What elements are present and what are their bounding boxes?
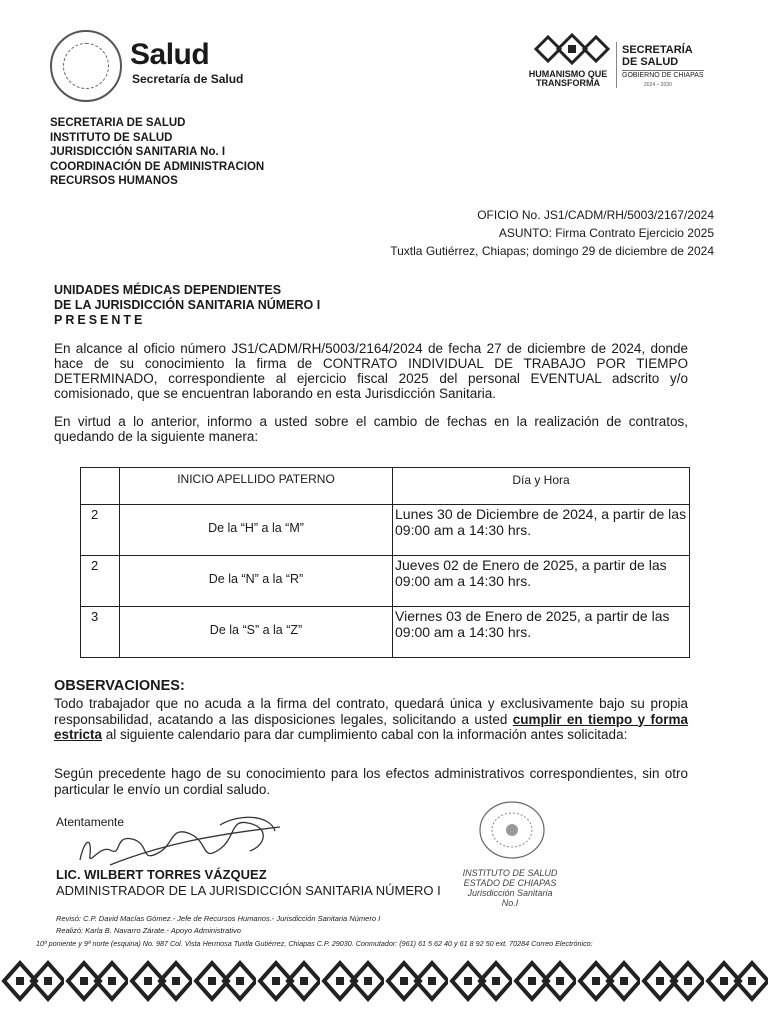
observaciones-text: Todo trabajador que no acuda a la firma del contrato, quedará única y exclusivamente bajo su propia responsabilidad, acatando a las disposiciones legales, solicitando a usted cumplir en tiempo y forma estricta al siguiente calendario para dar cumplimiento cabal con la información antes solicitada: xyxy=(54,696,688,742)
observaciones-heading: OBSERVACIONES: xyxy=(54,678,185,694)
reviso-line: Revisó: C.P. David Macías Gómez.- Jefe de Recursos Humanos.- Jurisdicción Sanitaria Número I xyxy=(56,914,381,923)
institution-line: RECURSOS HUMANOS xyxy=(50,175,178,187)
table-cell-num: 2 xyxy=(81,505,120,556)
table-header-cell xyxy=(81,468,120,505)
oficio-asunto: ASUNTO: Firma Contrato Ejercicio 2025 xyxy=(498,226,714,240)
header-divider xyxy=(616,42,617,88)
table-cell-schedule: Lunes 30 de Diciembre de 2024, a partir de las 09:00 am a 14:30 hrs. xyxy=(393,505,690,556)
humanismo-slogan: HUMANISMO QUE TRANSFORMA xyxy=(528,69,608,88)
closing-paragraph: Según precedente hago de su conocimiento para los efectos administrativos correspondientes, sin otro particular le envío un cordial saludo. xyxy=(54,766,688,797)
salud-logo-subtitle: Secretaría de Salud xyxy=(132,72,244,86)
table-row xyxy=(81,607,690,658)
oficio-block xyxy=(390,206,714,260)
mexico-seal-logo xyxy=(50,30,122,102)
handwritten-signature xyxy=(70,805,290,875)
official-stamp-seal xyxy=(460,800,560,862)
table-row xyxy=(81,505,690,556)
table-cell-range: De la “S” a la “Z” xyxy=(120,607,393,658)
gobierno-chiapas-label: GOBIERNO DE CHIAPAS xyxy=(622,72,704,79)
body-paragraph-1: En alcance al oficio número JS1/CADM/RH/5003/2164/2024 de fecha 27 de diciembre de 2024, donde hace de su conocimiento la firma de CONTRATO INDIVIDUAL DE TRABAJO POR TIEMPO DETERMINADO, correspondiente al ejercicio fiscal 2025 del personal EVENTUAL adscrito y/o comisionado, que se encuentran laborando en esta Jurisdicción Sanitaria. xyxy=(54,341,688,401)
observaciones-emphasis: cumplir en tiempo y forma estricta xyxy=(54,711,688,742)
salud-logo-title: Salud xyxy=(130,38,210,71)
table-header-cell: Día y Hora xyxy=(393,468,690,505)
institution-line: SECRETARIA DE SALUD xyxy=(50,117,186,129)
addressee-block: UNIDADES MÉDICAS DEPENDIENTES DE LA JURISDICCIÓN SANITARIA NÚMERO I PRESENTE xyxy=(54,283,321,327)
body-paragraph-2: En virtud a lo anterior, informo a usted sobre el cambio de fechas en la realización de contratos, quedando de la siguiente manera: xyxy=(54,414,688,444)
humanismo-pattern-icon xyxy=(532,30,612,68)
institution-line: JURISDICCIÓN SANITARIA No. I xyxy=(50,146,226,158)
institution-line: COORDINACIÓN DE ADMINISTRACION xyxy=(50,160,265,173)
stamp-text: INSTITUTO DE SALUD ESTADO DE CHIAPAS Jurisdicción Sanitaria No.I xyxy=(462,868,558,908)
table-cell-range: De la “H” a la “M” xyxy=(120,505,393,556)
table-cell-num: 2 xyxy=(81,556,120,607)
secretaria-salud-chiapas-logo: SECRETARÍA DE SALUD xyxy=(622,44,693,68)
signer-title: ADMINISTRADOR DE LA JURISDICCIÓN SANITARIA NÚMERO I xyxy=(56,883,441,898)
table-cell-range: De la “N” a la “R” xyxy=(120,556,393,607)
table-cell-num: 3 xyxy=(81,607,120,658)
decorative-frieze-pattern xyxy=(0,946,768,1024)
institution-block xyxy=(50,116,264,189)
signer-name: LIC. WILBERT TORRES VÁZQUEZ xyxy=(56,867,267,882)
table-cell-schedule: Viernes 03 de Enero de 2025, a partir de las 09:00 am a 14:30 hrs. xyxy=(393,607,690,658)
table-row xyxy=(81,556,690,607)
oficio-place-date: Tuxtla Gutiérrez, Chiapas; domingo 29 de diciembre de 2024 xyxy=(390,244,714,258)
table-header-cell: INICIO APELLIDO PATERNO xyxy=(120,468,393,505)
footer-address: 10ª poniente y 9ª norte (esquina) No. 987 Col. Vista Hermosa Tuxtla Gutiérrez, Chiapas C.P. 29030. Conmutador: (961) 61 5 62 40 y 61 8 92 50 ext. 70284 Correo Electrónico: xyxy=(36,939,593,948)
schedule-table xyxy=(80,467,690,658)
table-header-row xyxy=(81,468,690,505)
realizo-line: Realizó: Karla B. Navarro Zárate.- Apoyo Administrativo xyxy=(56,926,241,935)
presente-label: PRESENTE xyxy=(54,313,146,327)
oficio-number: OFICIO No. JS1/CADM/RH/5003/2167/2024 xyxy=(477,208,714,222)
gobierno-years-label: 2024 – 2030 xyxy=(644,82,672,88)
table-cell-schedule: Jueves 02 de Enero de 2025, a partir de las 09:00 am a 14:30 hrs. xyxy=(393,556,690,607)
atentamente-label: Atentamente xyxy=(56,815,125,829)
institution-line: INSTITUTO DE SALUD xyxy=(50,131,173,144)
